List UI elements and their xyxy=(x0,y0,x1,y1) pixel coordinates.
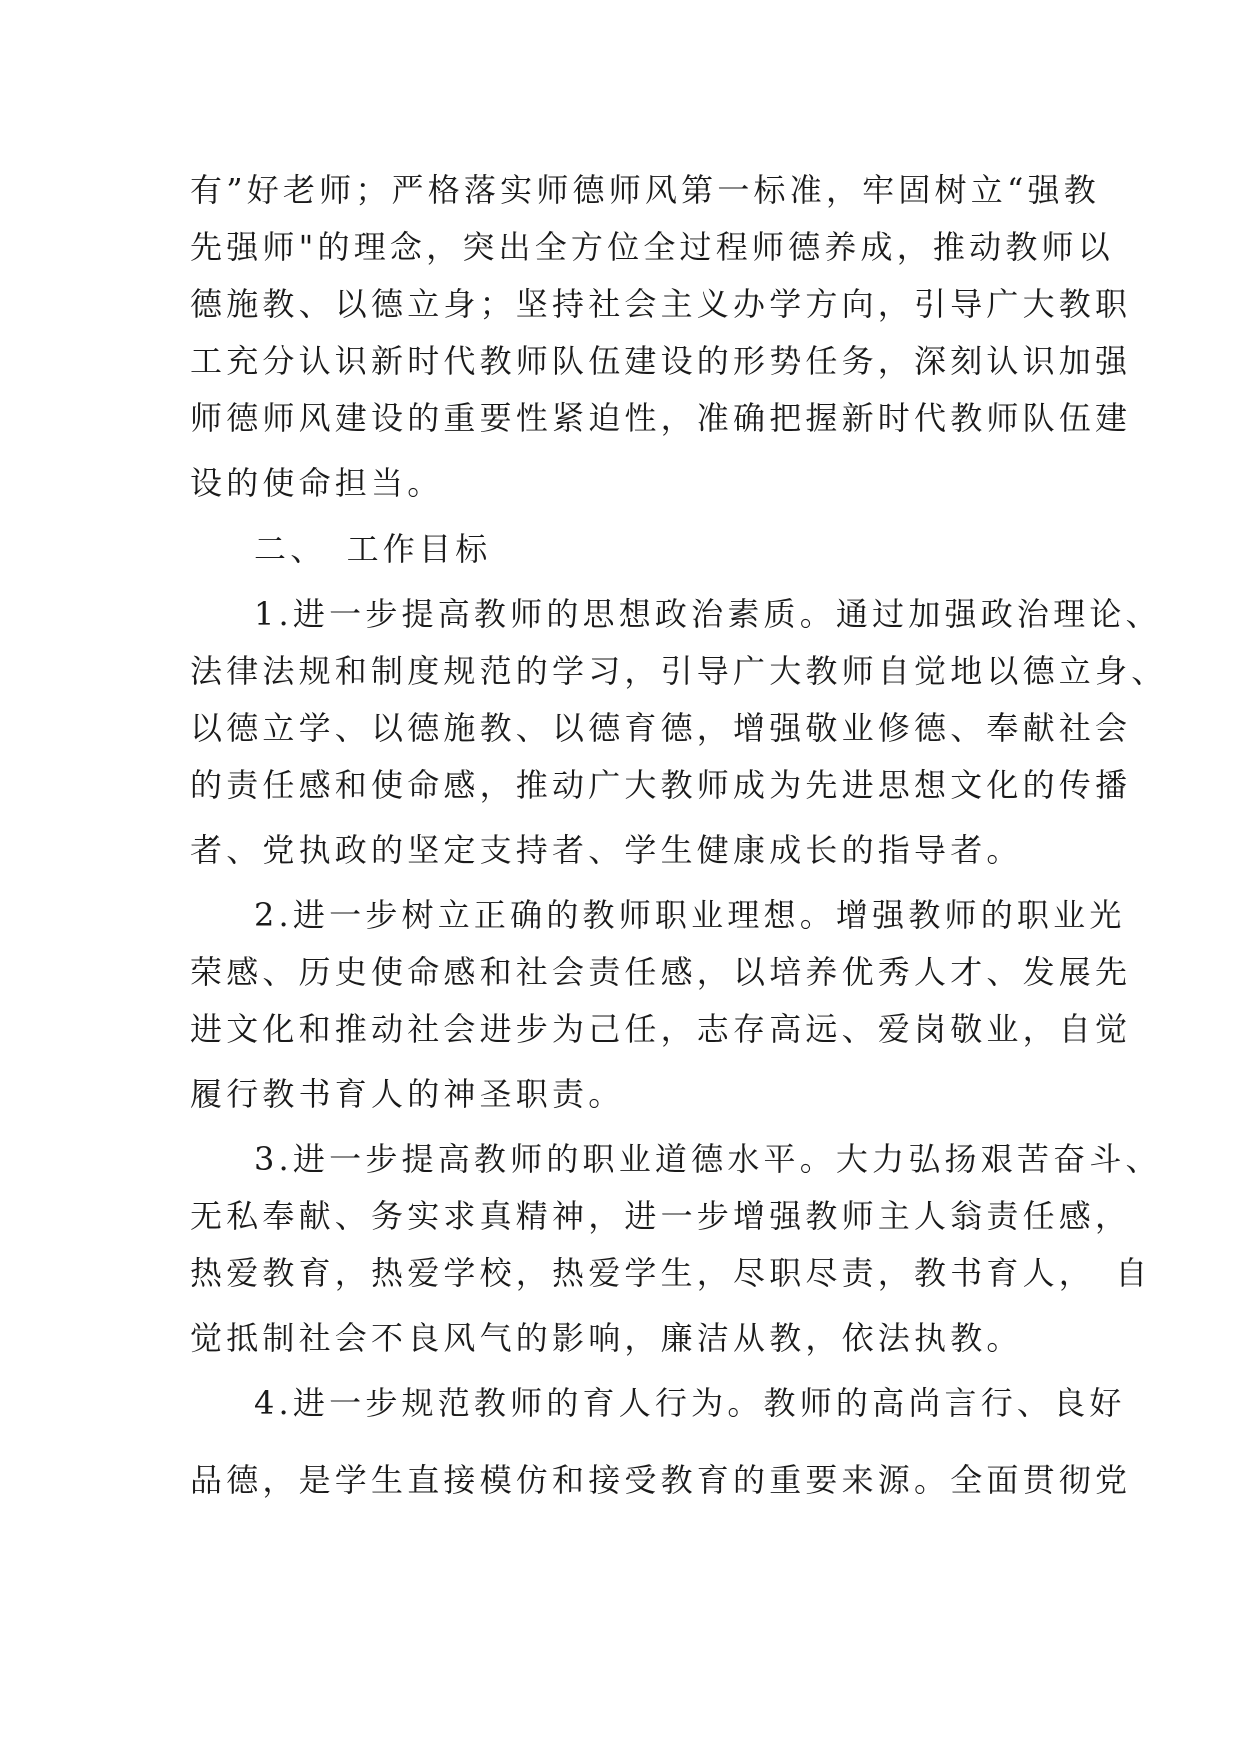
section-heading: 二、 工作目标 xyxy=(254,530,492,568)
text-line: 进文化和推动社会进步为己任，志存高远、爱岗敬业，自觉 xyxy=(190,1010,1132,1048)
text-line: 法律法规和制度规范的学习，引导广大教师自觉地以德立身、 xyxy=(190,652,1168,690)
text-line: 以德立学、以德施教、以德育德，增强敬业修德、奉献社会 xyxy=(190,709,1132,747)
text-line: 荣感、历史使命感和社会责任感，以培养优秀人才、发展先 xyxy=(190,953,1132,991)
text-line: 设的使命担当。 xyxy=(190,464,444,502)
text-line: 者、党执政的坚定支持者、学生健康成长的指导者。 xyxy=(190,831,1023,869)
text-line: 品德，是学生直接模仿和接受教育的重要来源。全面贯彻党 xyxy=(190,1461,1132,1499)
text-line: 师德师风建设的重要性紧迫性，准确把握新时代教师队伍建 xyxy=(190,399,1132,437)
text-line: 先强师"的理念，突出全方位全过程师德养成，推动教师以 xyxy=(190,228,1114,266)
text-line: 德施教、以德立身；坚持社会主义办学方向，引导广大教职 xyxy=(190,285,1132,323)
text-line: 1.进一步提高教师的思想政治素质。通过加强政治理论、 xyxy=(254,595,1162,633)
text-line: 4.进一步规范教师的育人行为。教师的高尚言行、良好 xyxy=(254,1384,1126,1422)
text-line: 工充分认识新时代教师队伍建设的形势任务，深刻认识加强 xyxy=(190,342,1132,380)
text-line: 2.进一步树立正确的教师职业理想。增强教师的职业光 xyxy=(254,896,1126,934)
text-line: 3.进一步提高教师的职业道德水平。大力弘扬艰苦奋斗、 xyxy=(254,1140,1162,1178)
text-line: 觉抵制社会不良风气的影响，廉洁从教，依法执教。 xyxy=(190,1319,1023,1357)
text-line: 履行教书育人的神圣职责。 xyxy=(190,1075,625,1113)
text-line: 热爱教育，热爱学校，热爱学生，尽职尽责，教书育人， 自 xyxy=(190,1254,1152,1292)
text-line: 有”好老师；严格落实师德师风第一标准，牢固树立“强教 xyxy=(190,171,1100,209)
text-line: 无私奉献、务实求真精神，进一步增强教师主人翁责任感， xyxy=(190,1197,1132,1235)
text-line: 的责任感和使命感，推动广大教师成为先进思想文化的传播 xyxy=(190,766,1132,804)
